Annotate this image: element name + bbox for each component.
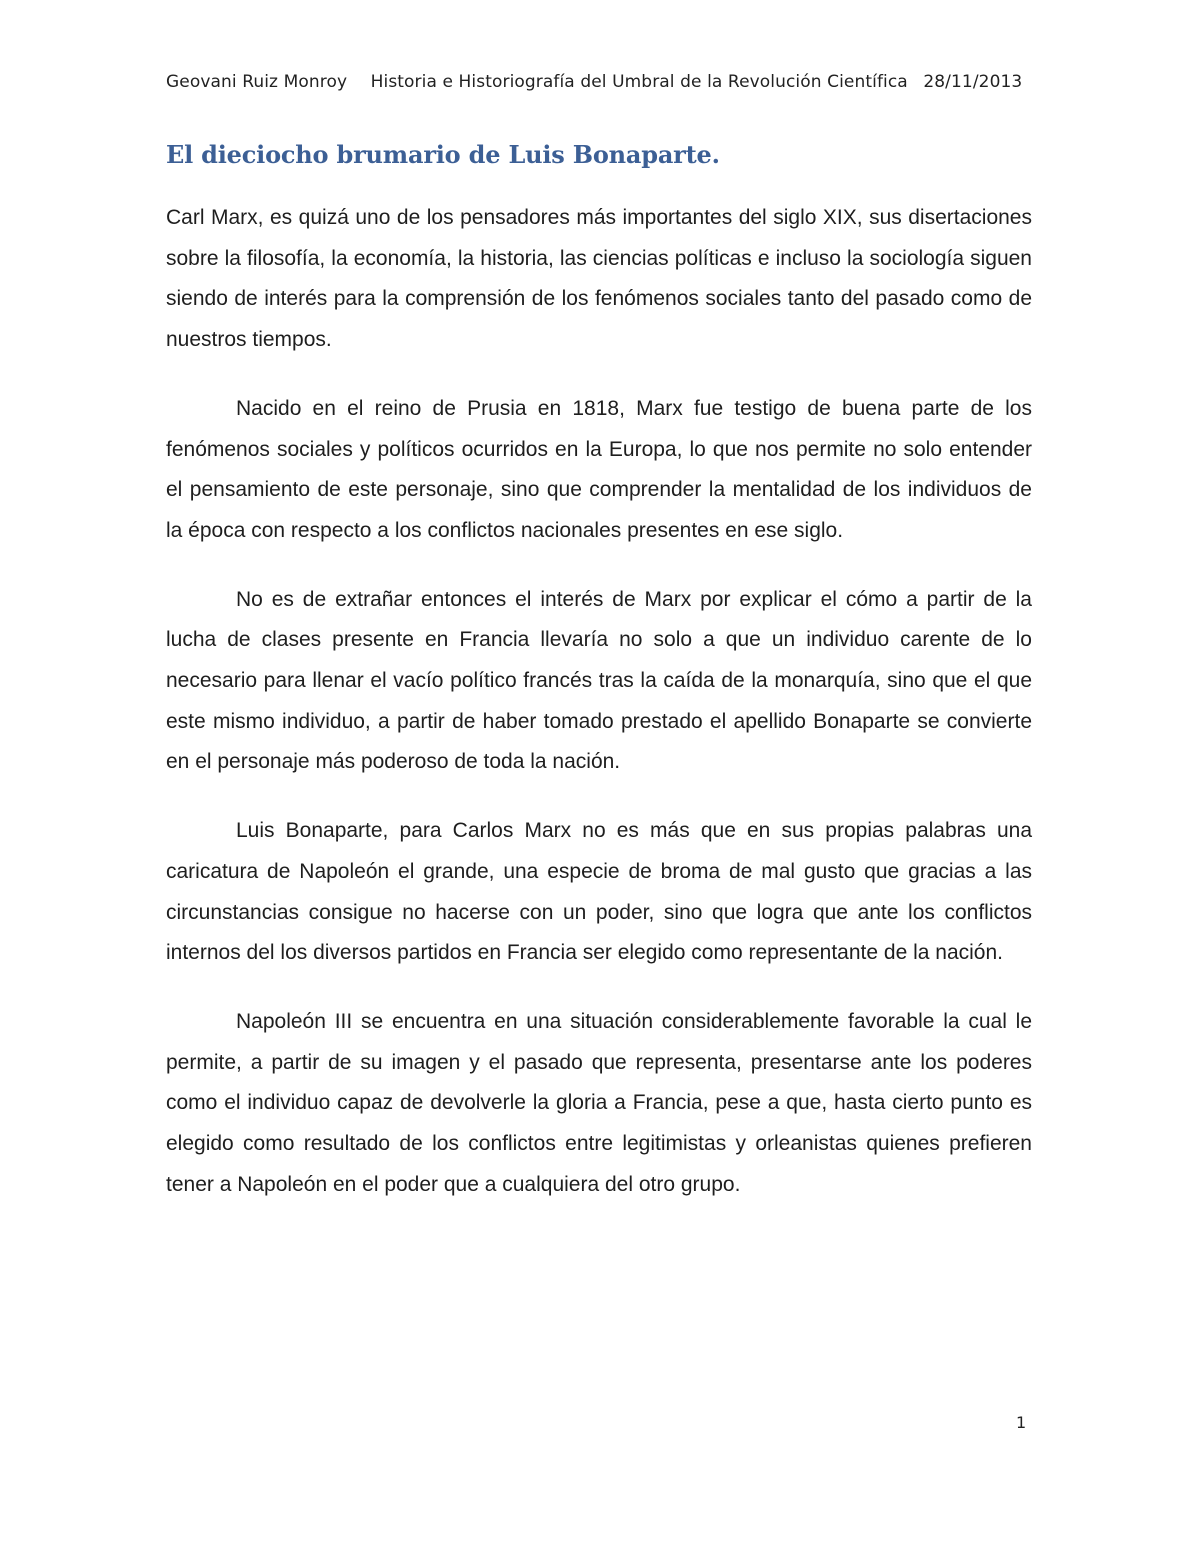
page-number: 1 — [1016, 1413, 1027, 1432]
document-title: El dieciocho brumario de Luis Bonaparte. — [166, 140, 720, 169]
paragraph-4: Luis Bonaparte, para Carlos Marx no es más que en sus propias palabras una caricatura de Napoleón el grande, una especie de broma de mal gusto que gracias a las circunstancias consigue no hacerse con un poder, sino que logra que ante los conflictos internos del los diversos partidos en Francia ser elegido como representante de la nación. — [166, 819, 1032, 965]
page-header — [166, 72, 1036, 92]
header-author: Geovani Ruiz Monroy — [166, 72, 348, 92]
document-body — [166, 198, 1032, 1233]
paragraph-5: Napoleón III se encuentra en una situación considerablemente favorable la cual le permite, a partir de su imagen y el pasado que representa, presentarse ante los poderes como el individuo capaz de devolverle la gloria a Francia, pese a que, hasta cierto punto es elegido como resultado de los conflictos entre legitimistas y orleanistas quienes prefieren tener a Napoleón en el poder que a cualquiera del otro grupo. — [166, 1009, 1032, 1196]
paragraph-1: Carl Marx, es quizá uno de los pensadores más importantes del siglo XIX, sus disertaciones sobre la filosofía, la economía, la historia, las ciencias políticas e incluso la sociología siguen siendo de interés para la comprensión de los fenómenos sociales tanto del pasado como de nuestros tiempos. — [166, 206, 1032, 352]
header-course: Historia e Historiografía del Umbral de la Revolución Científica — [370, 72, 908, 92]
header-date: 28/11/2013 — [923, 72, 1023, 92]
paragraph-3: No es de extrañar entonces el interés de Marx por explicar el cómo a partir de la lucha de clases presente en Francia llevaría no solo a que un individuo carente de lo necesario para llenar el vacío político francés tras la caída de la monarquía, sino que el que este mismo individuo, a partir de haber tomado prestado el apellido Bonaparte se convierte en el personaje más poderoso de toda la nación. — [166, 587, 1032, 774]
paragraph-2: Nacido en el reino de Prusia en 1818, Marx fue testigo de buena parte de los fenómenos sociales y políticos ocurridos en la Europa, lo que nos permite no solo entender el pensamiento de este personaje, sino que comprender la mentalidad de los individuos de la época con respecto a los conflictos nacionales presentes en ese siglo. — [166, 396, 1032, 542]
